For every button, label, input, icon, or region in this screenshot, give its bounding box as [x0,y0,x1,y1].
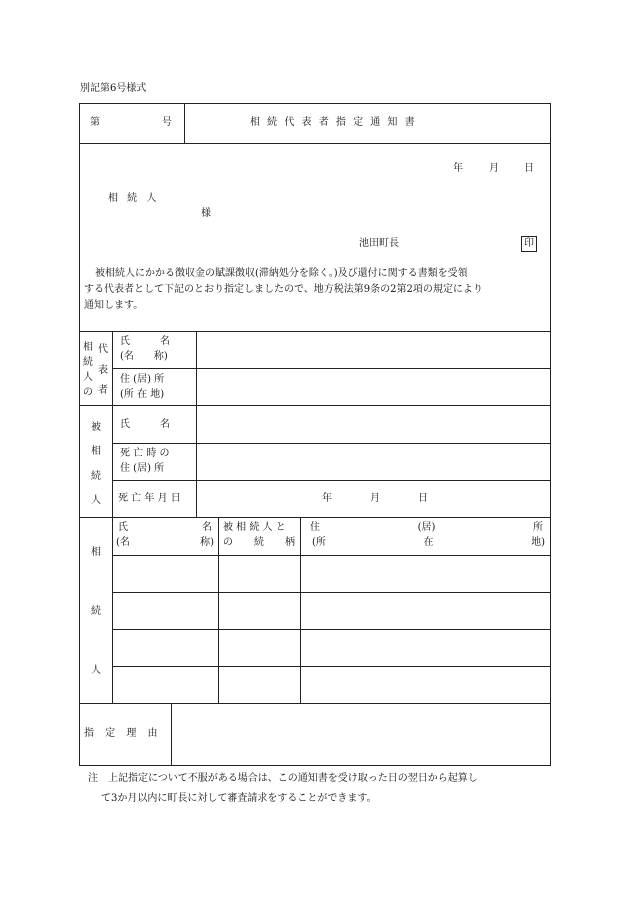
date-month: 月 [489,163,499,174]
number-suffix: 号 [162,117,172,128]
reason-field[interactable] [172,704,550,765]
date-year: 年 [453,163,463,174]
heirs-group-label: 相 続 人 [91,547,101,676]
heir-4-relation-field[interactable] [219,667,300,703]
heir-1-name-field[interactable] [113,556,218,592]
heir-3-name-field[interactable] [113,630,218,666]
document-title: 相 続 代 表 者 指 定 通 知 書 [250,117,417,128]
heir-1-relation-field[interactable] [219,556,300,592]
issuer-name: 池田町長 [359,238,399,249]
heirs-col-name-2: (名 称) [116,537,214,548]
rep-group-col2: 代 表 者 [98,344,108,396]
rep-address-field[interactable] [197,369,550,405]
death-day: 日 [418,493,428,504]
reason-label: 指 定 理 由 [84,728,162,739]
heirs-col-addr-1: 住 (居) 所 [310,522,543,533]
decedent-group-label: 被 相 続 人 [91,422,101,506]
heir-1-address-field[interactable] [301,556,550,592]
death-month: 月 [370,493,380,504]
heir-4-address-field[interactable] [301,667,550,703]
note-line-2: て3か月以内に町長に対して審査請求をすることができます。 [101,793,377,804]
death-date-label: 死 亡 年 月 日 [118,493,181,504]
recipient-label: 相 続 人 [108,193,160,204]
seal-mark: 印 [521,236,537,252]
heirs-col-rel-2: の 続 柄 [223,537,295,548]
date-day: 日 [524,163,534,174]
rep-name-label-1: 氏 名 [120,336,170,347]
decedent-addr-label-1: 死 亡 時 の [120,448,170,459]
recipient-honorific: 様 [201,208,211,219]
notice-line-2: する代表者として下記のとおり指定しましたので、地方税法第9条の2第2項の規定により [84,284,483,295]
notice-line-3: 通知します。 [84,300,144,311]
heirs-col-addr-2: (所 在 地) [312,537,545,548]
heir-2-address-field[interactable] [301,593,550,629]
decedent-addr-label-2: 住 (居) 所 [120,463,165,474]
decedent-address-field[interactable] [197,444,550,480]
number-prefix: 第 [90,117,100,128]
notice-line-1: 被相続人にかかる徴収金の賦課徴収(滞納処分を除く。)及び還付に関する書類を受領 [95,268,468,279]
decedent-name-field[interactable] [197,406,550,443]
decedent-name-label: 氏 名 [120,419,170,430]
rep-name-label-2: (名 称) [120,351,168,362]
heir-2-relation-field[interactable] [219,593,300,629]
rep-group-col1: 相 続 人 の [83,342,93,398]
death-year: 年 [322,493,332,504]
rep-addr-label-2: (所 在 地) [120,389,165,400]
heirs-col-name-1: 氏 名 [118,522,212,533]
heir-4-name-field[interactable] [113,667,218,703]
rep-addr-label-1: 住 (居) 所 [120,374,165,385]
note-line-1: 注 上記指定について不服がある場合は、この通知書を受け取った日の翌日から起算し [88,773,478,784]
heir-3-relation-field[interactable] [219,630,300,666]
rep-name-field[interactable] [197,332,550,368]
form-id: 別記第6号様式 [80,83,147,94]
heir-3-address-field[interactable] [301,630,550,666]
heirs-col-rel-1: 被 相 続 人 と [223,522,286,533]
heir-2-name-field[interactable] [113,593,218,629]
